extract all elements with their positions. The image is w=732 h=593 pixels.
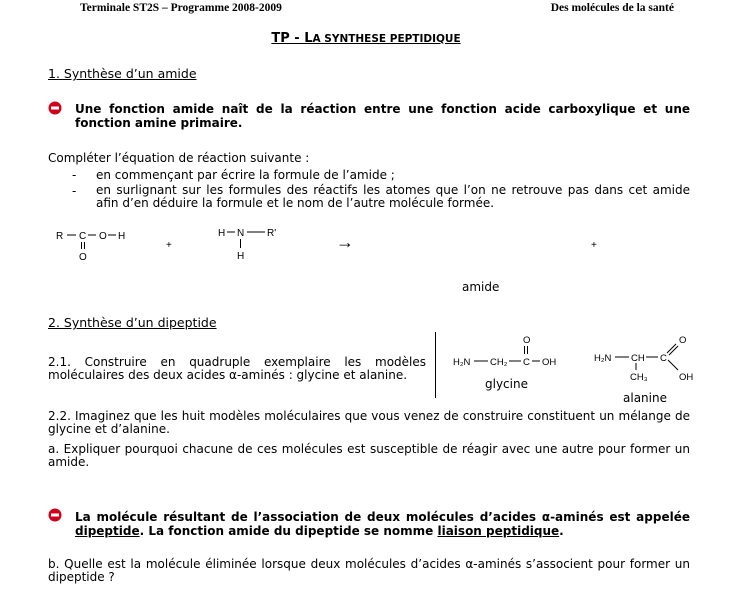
glycine-label: glycine xyxy=(485,377,528,391)
term-dipeptide: dipeptide xyxy=(75,524,140,538)
dash-bullet: - xyxy=(72,184,77,198)
alanine-ch: CH xyxy=(631,353,645,364)
key2-part2: . La fonction amide du dipeptide se nomme xyxy=(139,524,438,538)
alanine-label: alanine xyxy=(623,391,667,405)
key2-end: . xyxy=(559,524,564,538)
alanine-o: O xyxy=(679,335,687,346)
question-2-2: 2.2. Imaginez que les huit modèles moléculaires que vous venez de construire constituent un mélange de glycine et d’alanine. xyxy=(48,409,690,436)
alanine-h2n: H₂N xyxy=(594,353,612,364)
glycine-h2n: H₂N xyxy=(453,357,471,368)
acid-o: O xyxy=(99,231,107,242)
amine-formula xyxy=(218,228,276,262)
title-rest: A SYNTHESE PEPTIDIQUE xyxy=(312,33,461,45)
instruction-item-2: en surlignant sur les formules des réactifs les atomes que l’on ne retrouve pas dans cet amide afin d’en déduire la formule et le nom de l’autre molécule formée. xyxy=(96,183,690,210)
term-liaison-peptidique: liaison peptidique xyxy=(437,524,560,538)
dash-bullet: - xyxy=(72,168,77,182)
header-left: Terminale ST2S – Programme 2008-2009 xyxy=(80,2,282,14)
question-b: b. Quelle est la molécule éliminée lorsque deux molécules d’acides α-aminés s’associent pour former un dipeptide ? xyxy=(48,557,690,584)
instruction-item-1: en commençant par écrire la formule de l’amide ; xyxy=(96,168,395,182)
title-prefix: TP - L xyxy=(271,31,313,46)
glycine-ch2: CH₂ xyxy=(490,357,508,368)
instruction: Compléter l’équation de réaction suivante : xyxy=(48,151,310,165)
acid-double-bond-o: O xyxy=(79,252,87,263)
amine-r-prime: R' xyxy=(267,228,277,239)
alanine-formula xyxy=(590,332,705,392)
vertical-divider xyxy=(435,332,436,398)
arrow-bullet-icon xyxy=(48,101,62,115)
carboxylic-acid-formula xyxy=(56,231,125,263)
plus-sign: + xyxy=(591,240,597,251)
product-label-amide: amide xyxy=(462,280,500,294)
question-2-1: 2.1. Construire en quadruple exemplaire les modèles moléculaires des deux acides α-aminés : glycine et alanine. xyxy=(48,355,426,382)
glycine-o: O xyxy=(523,335,531,346)
glycine-c: C xyxy=(523,357,530,368)
amine-h-left: H xyxy=(218,228,226,239)
section2-heading: 2. Synthèse d’un dipeptide xyxy=(48,315,217,330)
key-statement-amide: Une fonction amide naît de la réaction entre une fonction acide carboxylique et une fonction amine primaire. xyxy=(75,102,690,130)
key-statement-dipeptide xyxy=(75,510,690,538)
acid-h: H xyxy=(118,231,126,242)
alanine-oh: OH xyxy=(679,372,694,383)
plus-sign: + xyxy=(166,240,172,251)
glycine-oh: OH xyxy=(542,357,557,368)
amine-h-bottom: H xyxy=(237,251,245,262)
key2-part1: La molécule résultant de l’association de deux molécules d’acides α-aminés est appelée xyxy=(75,510,690,524)
arrow-bullet-icon xyxy=(48,508,62,522)
header-right: Des molécules de la santé xyxy=(550,2,674,14)
alanine-c: C xyxy=(660,353,667,364)
amine-n: N xyxy=(237,228,245,239)
question-a: a. Expliquer pourquoi chacune de ces molécules est susceptible de réagir avec une autre pour former un amide. xyxy=(48,442,690,469)
page-title xyxy=(0,31,732,46)
section1-heading: 1. Synthèse d’un amide xyxy=(48,66,197,81)
alanine-ch3: CH₃ xyxy=(630,372,648,383)
reaction-equation xyxy=(40,215,620,275)
acid-c: C xyxy=(79,231,87,242)
reaction-arrow: → xyxy=(336,232,354,252)
acid-r: R xyxy=(56,231,64,242)
